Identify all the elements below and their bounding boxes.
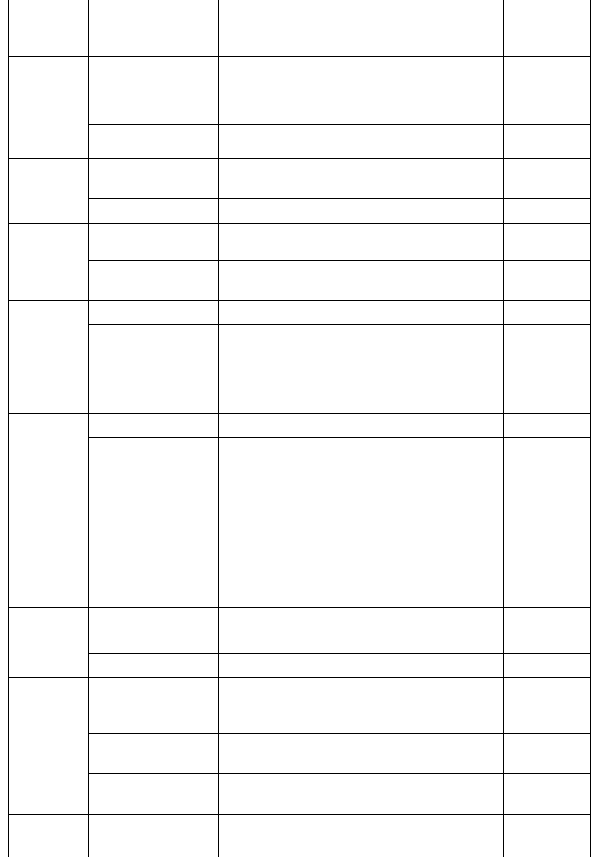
table-rule <box>8 300 590 301</box>
table-column-rule <box>218 0 219 857</box>
table-rule <box>8 814 590 815</box>
table-rule <box>88 324 590 325</box>
table-column-rule <box>88 0 89 857</box>
table-column-rule <box>8 0 9 857</box>
table-rule <box>8 158 590 159</box>
table-rule <box>8 413 590 414</box>
table-rule <box>88 773 590 774</box>
table-rule <box>88 198 590 199</box>
table-rule <box>88 653 590 654</box>
table-rule <box>8 223 590 224</box>
table-column-rule <box>590 0 591 857</box>
table-rule <box>88 260 590 261</box>
table-rule <box>8 56 590 57</box>
table-rule <box>88 733 590 734</box>
table-rule <box>88 124 590 125</box>
table-column-rule <box>503 0 504 857</box>
table-rule <box>88 437 590 438</box>
table-rule <box>8 677 590 678</box>
table-rule <box>8 607 590 608</box>
